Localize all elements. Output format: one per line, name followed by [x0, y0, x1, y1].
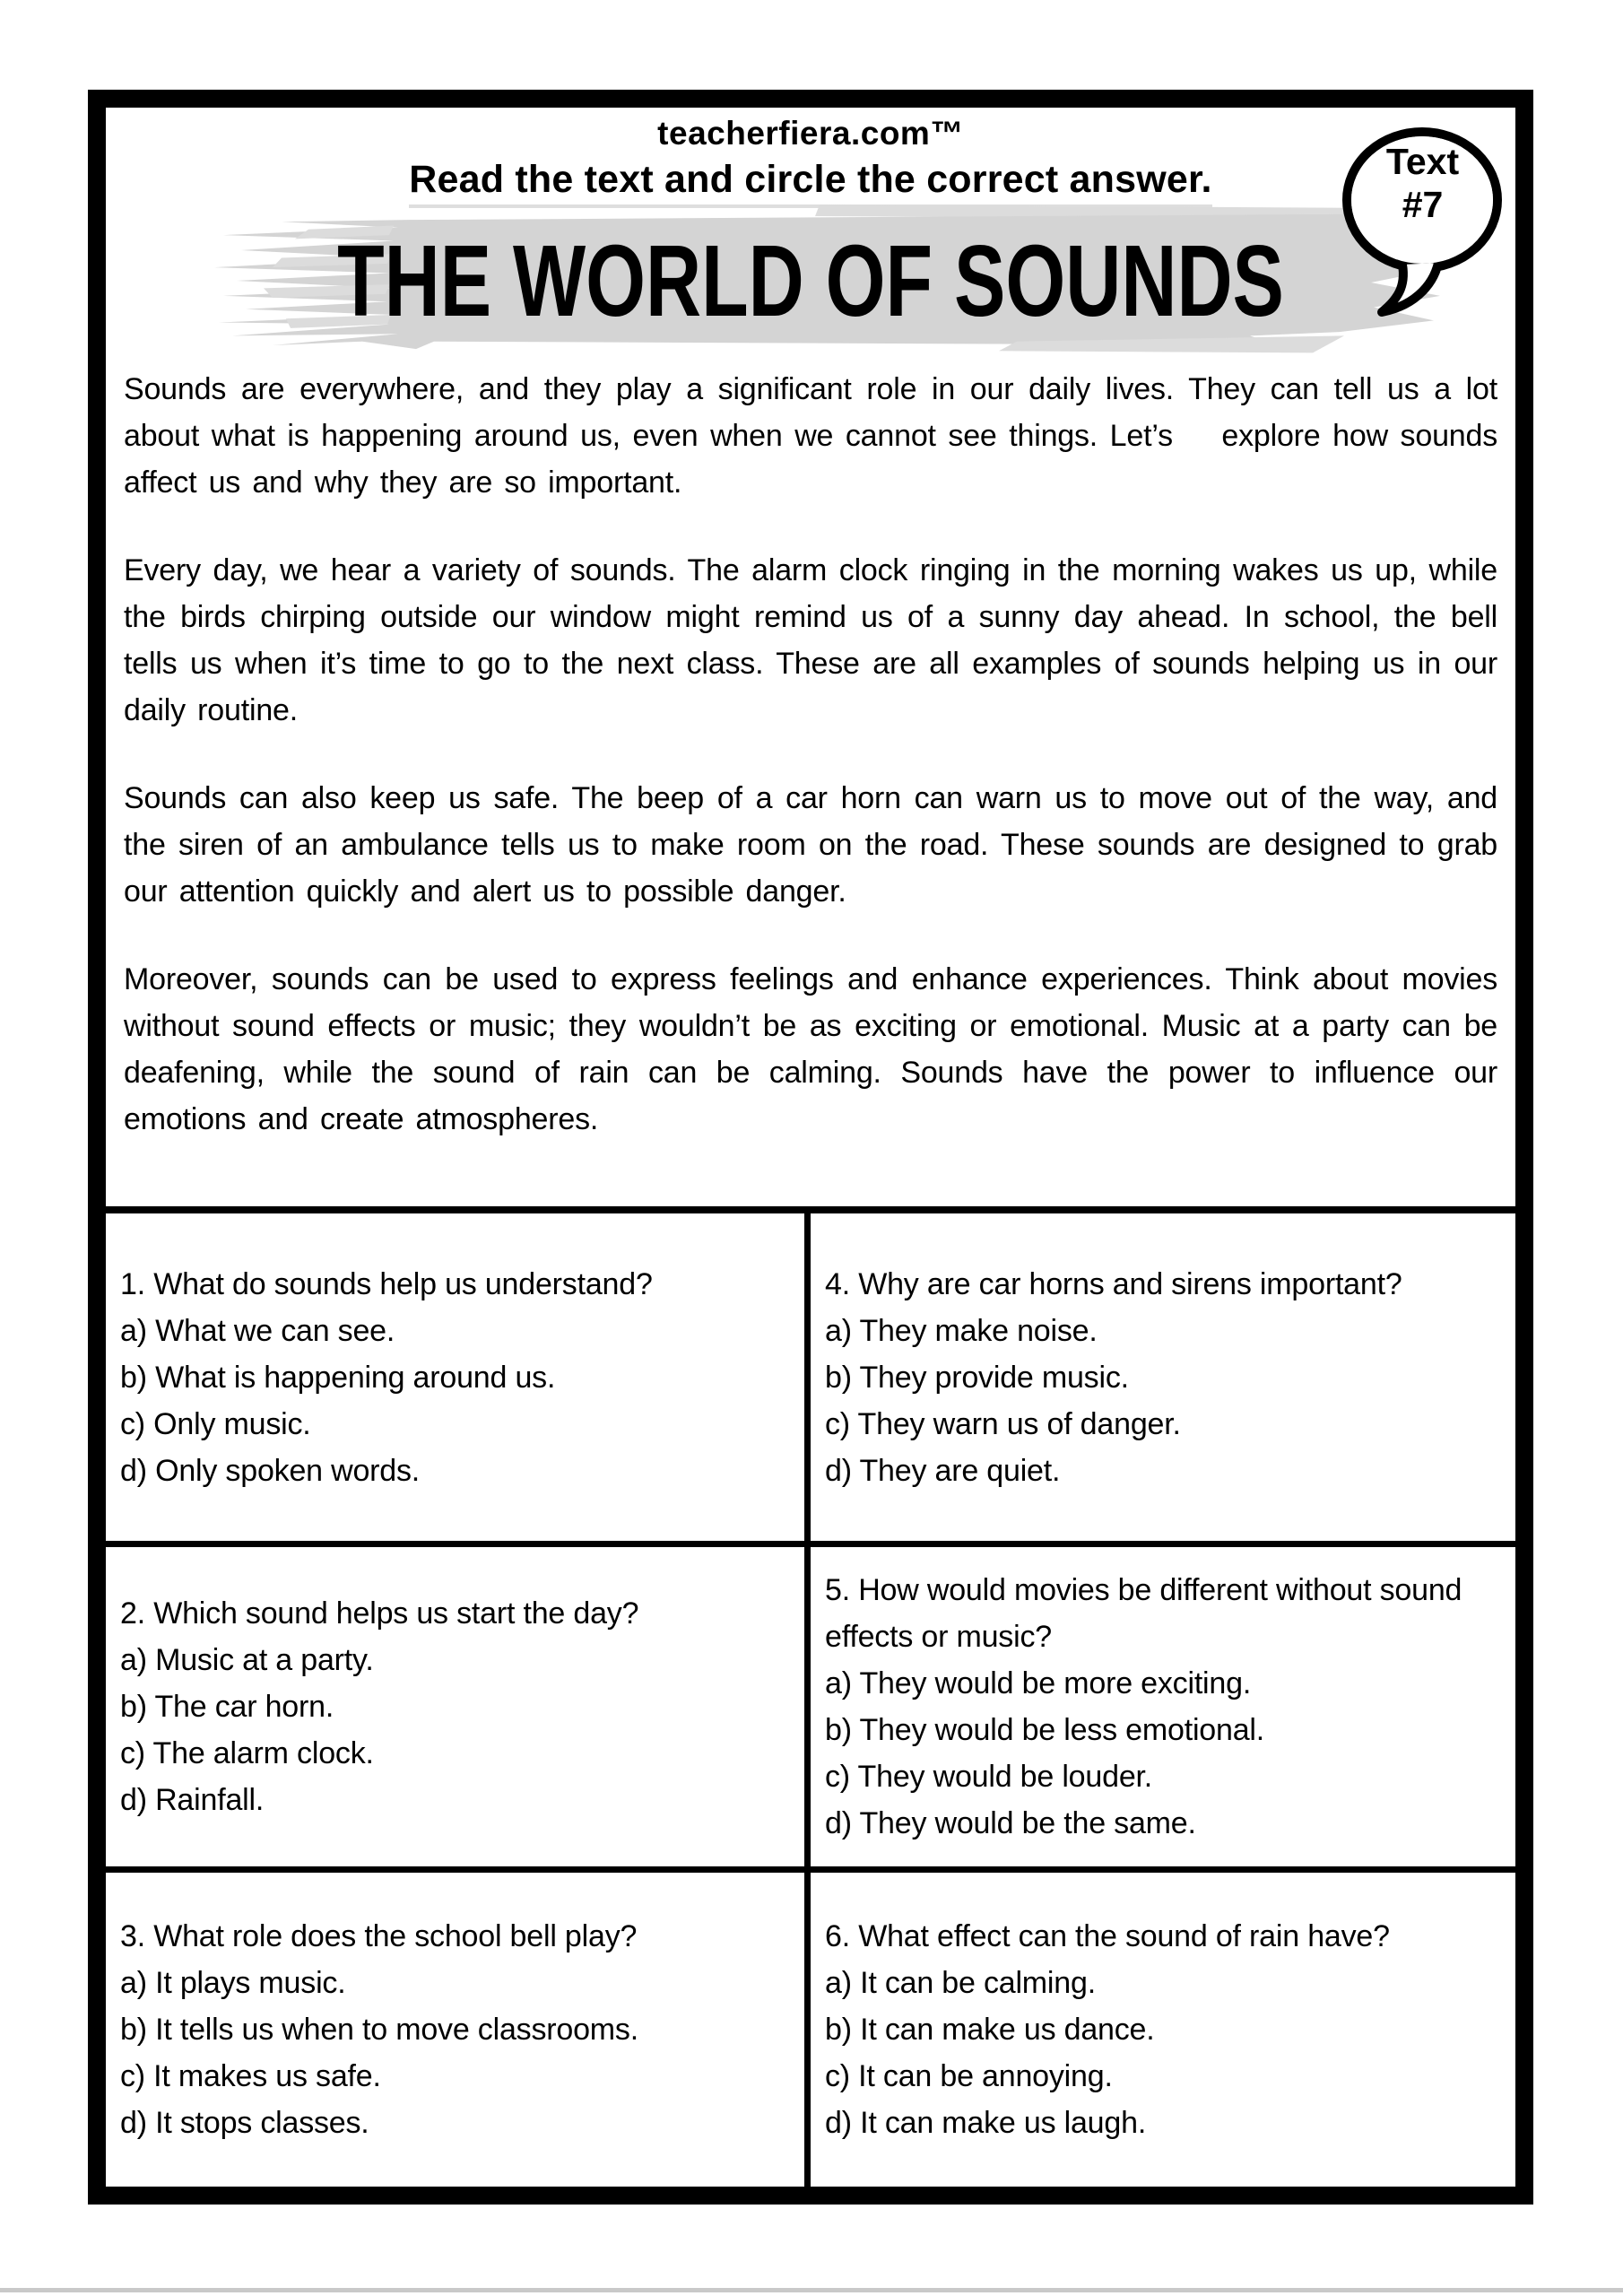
- question-6-option-c[interactable]: c) It can be annoying.: [825, 2059, 1113, 2093]
- question-5-option-c[interactable]: c) They would be louder.: [825, 1760, 1153, 1794]
- question-3-text: 3. What role does the school bell play?: [120, 1919, 638, 1953]
- badge-line-1: Text: [1385, 141, 1460, 182]
- page-bottom-edge: [0, 2288, 1623, 2292]
- question-6-option-d[interactable]: d) It can make us laugh.: [825, 2106, 1147, 2140]
- question-5-option-a[interactable]: a) They would be more exciting.: [825, 1666, 1252, 1700]
- question-5-text: 5. How would movies be different without sound effects or music?: [825, 1573, 1462, 1654]
- question-2-text: 2. Which sound helps us start the day?: [120, 1596, 639, 1631]
- paragraph-4: Moreover, sounds can be used to express feelings and enhance experiences. Think about movies without sound effects or music; they wouldn’t be as exciting or emotional. Music at a party can be deafening, while the sound of rain can be calming. Sounds have the power to influence our emotions and create atmospheres.: [124, 962, 1497, 1136]
- question-1-option-a[interactable]: a) What we can see.: [120, 1313, 395, 1348]
- question-cell-4: [811, 1213, 1515, 1547]
- reading-passage: [124, 366, 1497, 1184]
- question-1-option-c[interactable]: c) Only music.: [120, 1406, 311, 1441]
- question-5-option-d[interactable]: d) They would be the same.: [825, 1806, 1196, 1840]
- question-4-option-a[interactable]: a) They make noise.: [825, 1313, 1098, 1348]
- question-cell-3: [106, 1873, 811, 2187]
- instruction-text: Read the text and circle the correct answer.: [409, 158, 1211, 208]
- paragraph-3: Sounds can also keep us safe. The beep of a car horn can warn us to move out of the way, and the siren of an ambulance tells us to make room on the road. These sounds are designed to grab our attention quickly and alert us to possible danger.: [124, 781, 1497, 909]
- question-cell-6: [811, 1873, 1515, 2187]
- question-1-option-b[interactable]: b) What is happening around us.: [120, 1360, 556, 1395]
- question-cell-1: [106, 1213, 811, 1547]
- badge-text: [1335, 140, 1510, 226]
- question-4-option-d[interactable]: d) They are quiet.: [825, 1453, 1061, 1488]
- badge-line-2: #7: [1402, 184, 1444, 225]
- question-3-option-a[interactable]: a) It plays music.: [120, 1966, 346, 2000]
- question-3-option-b[interactable]: b) It tells us when to move classrooms.: [120, 2013, 638, 2047]
- question-2-option-b[interactable]: b) The car horn.: [120, 1690, 334, 1724]
- question-4-option-c[interactable]: c) They warn us of danger.: [825, 1406, 1181, 1441]
- question-6-text: 6. What effect can the sound of rain have?: [825, 1919, 1390, 1953]
- question-4-option-b[interactable]: b) They provide music.: [825, 1360, 1129, 1395]
- worksheet-frame: [88, 90, 1533, 2205]
- question-3-option-c[interactable]: c) It makes us safe.: [120, 2059, 381, 2093]
- question-1-text: 1. What do sounds help us understand?: [120, 1266, 653, 1301]
- question-2-option-d[interactable]: d) Rainfall.: [120, 1783, 265, 1817]
- page-title: THE WORLD OF SOUNDS: [337, 223, 1284, 338]
- question-cell-2: [106, 1547, 811, 1873]
- question-3-option-d[interactable]: d) It stops classes.: [120, 2106, 369, 2140]
- question-6-option-b[interactable]: b) It can make us dance.: [825, 2013, 1155, 2047]
- paragraph-2: Every day, we hear a variety of sounds. The alarm clock ringing in the morning wakes us up, while the birds chirping outside our window might remind us of a sunny day ahead. In school, the bell tells us when it’s time to go to the next class. These are all examples of sounds helping us in our daily routine.: [124, 553, 1497, 727]
- paragraph-1: Sounds are everywhere, and they play a significant role in our daily lives. They can tell us a lot about what is happening around us, even when we cannot see things. Let’s explore how sounds affect us and why they are so important.: [124, 372, 1497, 500]
- question-cell-5: [811, 1547, 1515, 1873]
- text-number-badge: [1335, 106, 1510, 326]
- question-6-option-a[interactable]: a) It can be calming.: [825, 1966, 1096, 2000]
- question-5-option-b[interactable]: b) They would be less emotional.: [825, 1713, 1265, 1747]
- questions-table: [106, 1206, 1515, 2187]
- title-band: [138, 201, 1483, 362]
- question-4-text: 4. Why are car horns and sirens important?: [825, 1266, 1402, 1301]
- site-name: teacherfiera.com™: [657, 115, 964, 152]
- question-2-option-a[interactable]: a) Music at a party.: [120, 1643, 374, 1677]
- question-2-option-c[interactable]: c) The alarm clock.: [120, 1736, 374, 1770]
- question-1-option-d[interactable]: d) Only spoken words.: [120, 1453, 421, 1488]
